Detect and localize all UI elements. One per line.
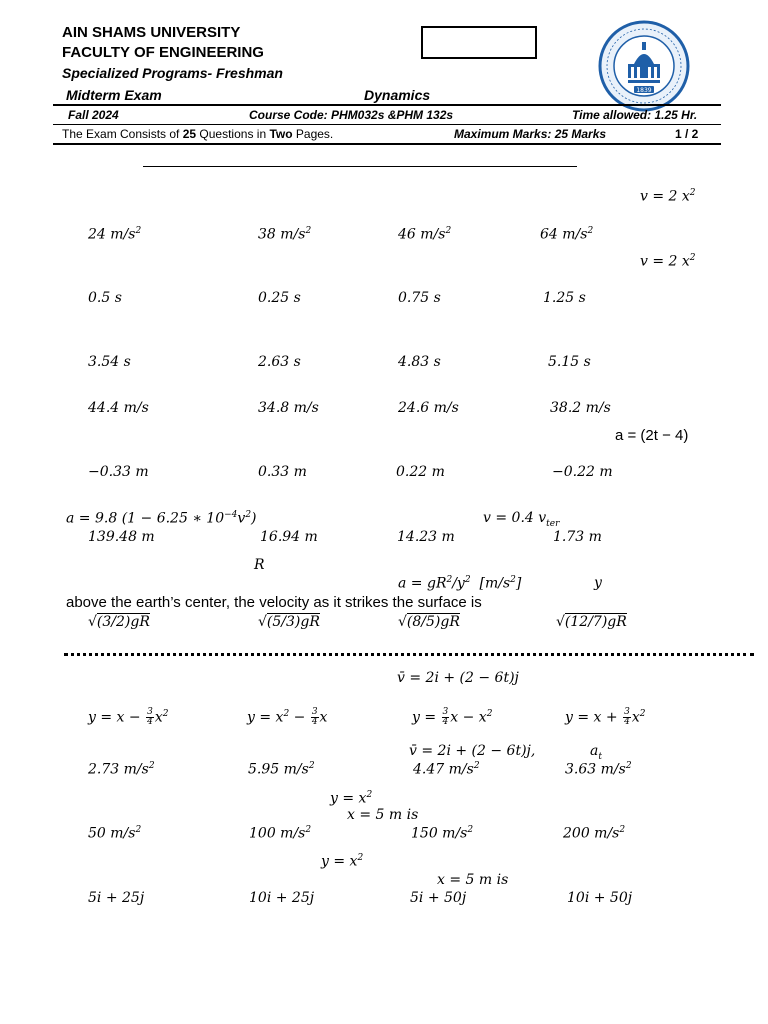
name-line bbox=[143, 166, 577, 167]
q3-option-b[interactable]: 2.63 s bbox=[258, 354, 301, 370]
q5-option-a[interactable]: −0.33 m bbox=[88, 464, 149, 480]
q11-position: x = 5 m is bbox=[437, 872, 509, 888]
q10-position: x = 5 m is bbox=[347, 807, 419, 823]
sqrt-icon: √ bbox=[88, 614, 97, 630]
q5-option-d[interactable]: −0.22 m bbox=[552, 464, 613, 480]
q6-option-d[interactable]: 1.73 m bbox=[553, 529, 602, 545]
q9-option-d[interactable]: 3.63 $m/s^2$ bbox=[565, 761, 632, 778]
q5-option-b[interactable]: 0.33 m bbox=[258, 464, 307, 480]
q6-option-b[interactable]: 16.94 m bbox=[260, 529, 318, 545]
q1-velocity: v = 2 $x^2$ bbox=[640, 188, 696, 205]
q7-option-c[interactable]: √(8/5)gR bbox=[398, 614, 460, 630]
q2-option-c[interactable]: 0.75 s bbox=[398, 290, 441, 306]
section-separator bbox=[64, 653, 754, 656]
university-logo bbox=[598, 20, 690, 112]
q7-option-d[interactable]: √(12/7)gR bbox=[556, 614, 627, 630]
q2-velocity: v = 2 $x^2$ bbox=[640, 253, 696, 270]
q11-option-a[interactable]: 5i + 25j bbox=[88, 890, 145, 906]
q1-option-d[interactable]: 64 $m/s^2$ bbox=[540, 226, 594, 243]
q10-option-c[interactable]: 150 $m/s^2$ bbox=[411, 825, 474, 842]
q8-option-d[interactable]: y = x + $\frac{3}{4}$ $x^2$ bbox=[565, 707, 646, 727]
q6-acceleration: a = 9.8 (1 − 6.25 ∗ $10^{-4}v^2$) bbox=[66, 510, 257, 527]
exam-info: The Exam Consists of 25 Questions in Two Pages. bbox=[62, 127, 334, 141]
sqrt-icon: √ bbox=[556, 614, 565, 630]
q7-acceleration: $a = gR^2/y^2$ $[m/s^2]$ bbox=[398, 575, 522, 592]
q5-option-c[interactable]: 0.22 m bbox=[396, 464, 445, 480]
page-number: 1 / 2 bbox=[675, 127, 699, 141]
q7-option-a[interactable]: √(3/2)gR bbox=[88, 614, 150, 630]
exam-term: Fall 2024 bbox=[68, 108, 119, 122]
q7-radius: R bbox=[254, 557, 265, 573]
q1-option-b[interactable]: 38 $m/s^2$ bbox=[258, 226, 312, 243]
q11-option-b[interactable]: 10i + 25j bbox=[249, 890, 315, 906]
q2-option-a[interactable]: 0.5 s bbox=[88, 290, 122, 306]
q7-option-b[interactable]: √(5/3)gR bbox=[258, 614, 320, 630]
q6-option-c[interactable]: 14.23 m bbox=[397, 529, 455, 545]
q11-option-c[interactable]: 5i + 50j bbox=[410, 890, 467, 906]
logo-year: 1839 bbox=[636, 87, 652, 94]
subject-name: Dynamics bbox=[364, 87, 431, 103]
q4-option-a[interactable]: 44.4 m/s bbox=[88, 400, 149, 416]
program-name: Specialized Programs- Freshman bbox=[62, 65, 283, 81]
faculty-name: FACULTY OF ENGINEERING bbox=[62, 44, 264, 61]
q8-option-c[interactable]: y = $\frac{3}{4}$ $x - x^2$ bbox=[412, 707, 493, 727]
q3-option-c[interactable]: 4.83 s bbox=[398, 354, 441, 370]
q8-velocity: v̄ = 2i + (2 − 6t)j bbox=[397, 670, 519, 686]
q2-option-d[interactable]: 1.25 s bbox=[543, 290, 586, 306]
q5-acceleration: a = (2t − 4) bbox=[615, 427, 689, 444]
max-marks: Maximum Marks: 25 Marks bbox=[454, 127, 607, 141]
q11-path: $y = x^2$ bbox=[321, 853, 364, 870]
q9-velocity: v̄ = 2i + (2 − 6t)j, bbox=[409, 743, 536, 759]
header-rule-3 bbox=[53, 143, 721, 145]
q7-height: y bbox=[594, 575, 602, 591]
q7-statement: above the earth’s center, the velocity as it strikes the surface is bbox=[66, 594, 482, 611]
q1-option-a[interactable]: 24 $m/s^2$ bbox=[88, 226, 142, 243]
q3-option-d[interactable]: 5.15 s bbox=[548, 354, 591, 370]
university-name: AIN SHAMS UNIVERSITY bbox=[62, 24, 241, 41]
q8-option-a[interactable]: y = x − $\frac{3}{4}$ $x^2$ bbox=[88, 707, 169, 727]
course-code: Course Code: PHM032s &PHM 132s bbox=[249, 108, 454, 122]
q4-option-c[interactable]: 24.6 m/s bbox=[398, 400, 459, 416]
q4-option-b[interactable]: 34.8 m/s bbox=[258, 400, 319, 416]
q6-terminal-velocity: v = 0.4 $v_{ter}$ bbox=[483, 510, 560, 529]
q9-option-a[interactable]: 2.73 $m/s^2$ bbox=[88, 761, 155, 778]
sqrt-icon: √ bbox=[398, 614, 407, 630]
q9-tangential-accel: $a_t$ bbox=[590, 743, 602, 762]
header-rule-2 bbox=[53, 124, 721, 125]
q9-option-c[interactable]: 4.47 $m/s^2$ bbox=[413, 761, 480, 778]
q6-option-a[interactable]: 139.48 m bbox=[88, 529, 155, 545]
q11-option-d[interactable]: 10i + 50j bbox=[567, 890, 633, 906]
student-id-box bbox=[421, 26, 537, 59]
q10-option-d[interactable]: 200 $m/s^2$ bbox=[563, 825, 626, 842]
q9-option-b[interactable]: 5.95 $m/s^2$ bbox=[248, 761, 315, 778]
q2-option-b[interactable]: 0.25 s bbox=[258, 290, 301, 306]
q10-path: $y = x^2$ bbox=[330, 790, 373, 807]
q8-option-b[interactable]: $y = x^2$ − $\frac{3}{4}$ x bbox=[247, 707, 328, 727]
sqrt-icon: √ bbox=[258, 614, 267, 630]
q4-option-d[interactable]: 38.2 m/s bbox=[550, 400, 611, 416]
q10-option-a[interactable]: 50 $m/s^2$ bbox=[88, 825, 142, 842]
q10-option-b[interactable]: 100 $m/s^2$ bbox=[249, 825, 312, 842]
q1-option-c[interactable]: 46 $m/s^2$ bbox=[398, 226, 452, 243]
exam-type: Midterm Exam bbox=[66, 87, 162, 103]
time-allowed: Time allowed: 1.25 Hr. bbox=[572, 108, 698, 122]
header-rule-1 bbox=[53, 104, 721, 106]
q3-option-a[interactable]: 3.54 s bbox=[88, 354, 131, 370]
